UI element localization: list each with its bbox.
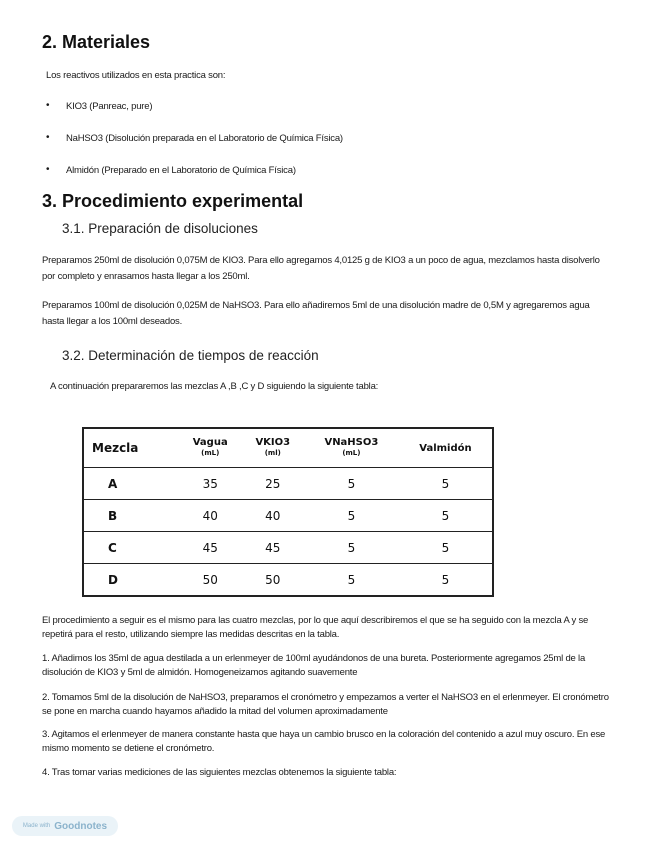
document-page: 2. Materiales Los reactivos utilizados en esta practica son: • KIO3 (Panreac, pure) • NaHSO3 (Disolución preparada en el Laboratorio de Química Física) • Almidón (Preparado en el Laboratorio de Química Física) 3. Procedimiento experimental 3.1. Preparación de disoluciones Preparamos 250ml de disolución 0,075M de KIO3. Para ello agregamos 4,0125 g de KIO3 a un poco de agua, mezclamos hasta disolverlo por completo y enrasamos hasta llegar a los 250ml. Preparamos 100ml de disolución 0,025M de NaHSO3. Para ello añadiremos 5ml de una disolución madre de 0,5M y agregaremos agua hasta llegar a los 100ml deseados. 3.2. Determinación de tiempos de reacción A continuación prepararemos las mezclas A ,B ,C y D siguiendo la siguiente tabla: Mezcla Vagua (mL) VKIO3 (ml) VNaHSO3 (mL) Valmidón A 35 25 5 5 B 40 40 5 5 C 45 45 5 5 D 50 50 5 5 El procedimiento a seguir es el mismo para las cuatro mezclas, por lo que aquí describiremos el que se ha seguido con la mezcla A y se repetirá para el resto, utilizando siempre las medidas descritas en la tabla. 1. Añadimos los 35ml de agua destilada a un erlenmeyer de 100ml ayudándonos de una bureta. Posteriormente agregamos 25ml de la disolución de KIO3 y 5ml de almidón. Homogeneizamos agitando suavemente 2. Tomamos 5ml de la disolución de NaHSO3, preparamos el cronómetro y empezamos a verter el NaHSO3 en el erlenmeyer. El cronómetro se pone en marcha cuando hayamos añadido la mitad del volumen aproximadamente 3. Agitamos el erlenmeyer de manera constante hasta que haya un cambio brusco en la coloración del contenido a azul muy oscuro. En ese mismo momento se detiene el cronómetro. 4. Tras tomar varias mediciones de las siguientes mezclas obtenemos la siguiente tabla: Made with Goodnotes	[0, 0, 656, 848]
table-cell: 50	[265, 572, 281, 587]
table-cell: 5	[399, 468, 493, 500]
table-row	[83, 500, 493, 532]
col-header: VNaHSO3 (mL)	[304, 428, 399, 468]
col-header: Mezcla	[83, 428, 179, 468]
paragraph-step-3: 3. Agitamos el erlenmeyer de manera constante hasta que haya un cambio brusco en la coloración del contenido a azul muy oscuro. En ese mismo momento se detiene el cronómetro.	[42, 729, 606, 754]
table-cell: D	[108, 572, 118, 587]
table-cell: 5	[441, 572, 450, 587]
table-cell: 5	[304, 532, 399, 564]
table-cell: 5	[399, 500, 493, 532]
paragraph-preparacion-kio3: Preparamos 250ml de disolución 0,075M de KIO3. Para ello agregamos 4,0125 g de KIO3 a un poco de agua, mezclamos hasta disolverlo por completo y enrasamos hasta llegar a los 250ml.	[42, 255, 600, 282]
list-item-text: KIO3 (Panreac, pure)	[66, 101, 153, 112]
subsection-title-tiempos: 3.2. Determinación de tiempos de reacción	[62, 348, 319, 363]
handwritten-table	[82, 427, 494, 585]
table-cell: C	[83, 532, 179, 564]
table-cell: 45	[242, 532, 304, 564]
paragraph-preparacion-nahso3: Preparamos 100ml de disolución 0,025M de NaHSO3. Para ello añadiremos 5ml de una disolución madre de 0,5M y agregaremos agua hasta llegar a los 100ml deseados.	[42, 300, 590, 327]
table-cell: 40	[179, 500, 242, 532]
subsection-title-preparacion: 3.1. Preparación de disoluciones	[62, 221, 258, 236]
mixtures-table	[82, 427, 494, 597]
paragraph-tabla-intro: A continuación prepararemos las mezclas A ,B ,C y D siguiendo la siguiente tabla:	[50, 381, 379, 392]
goodnotes-badge[interactable]	[12, 816, 118, 836]
materiales-intro: Los reactivos utilizados en esta practica son:	[46, 70, 226, 81]
badge-brand: Goodnotes	[54, 820, 108, 832]
list-item-text: Almidón (Preparado en el Laboratorio de Química Física)	[66, 165, 296, 176]
table-row	[83, 564, 493, 597]
list-item-text: NaHSO3 (Disolución preparada en el Laboratorio de Química Física)	[66, 133, 343, 144]
paragraph-step-1: 1. Añadimos los 35ml de agua destilada a un erlenmeyer de 100ml ayudándonos de una bureta. Posteriormente agregamos 25ml de la disolución de KIO3 y 5ml de almidón. Homogeneizamos agitando suavemente	[42, 653, 586, 678]
table-cell: 50	[202, 572, 218, 587]
paragraph-procedimiento-general: El procedimiento a seguir es el mismo para las cuatro mezclas, por lo que aquí describiremos el que se ha seguido con la mezcla A y se repetirá para el resto, utilizando siempre las medidas descritas en la tabla.	[42, 615, 589, 640]
table-cell: 5	[304, 500, 399, 532]
table-cell: 40	[242, 500, 304, 532]
table-cell: B	[83, 500, 179, 532]
table-cell: 5	[304, 468, 399, 500]
paragraph-step-2: 2. Tomamos 5ml de la disolución de NaHSO3, preparamos el cronómetro y empezamos a verter el NaHSO3 en el erlenmeyer. El cronómetro se pone en marcha cuando hayamos añadido la mitad del volumen aproximadamente	[42, 692, 609, 717]
badge-made-with: Made with	[22, 823, 51, 829]
section-title-procedimiento: 3. Procedimiento experimental	[42, 191, 304, 211]
table-cell: 5	[399, 532, 493, 564]
col-header: VKIO3 (ml)	[242, 428, 304, 468]
table-cell: 35	[179, 468, 242, 500]
table-cell: A	[83, 468, 179, 500]
table-cell: 25	[242, 468, 304, 500]
table-header-row	[83, 428, 493, 468]
col-header: Vagua (mL)	[179, 428, 242, 468]
paragraph-step-4: 4. Tras tomar varias mediciones de las siguientes mezclas obtenemos la siguiente tabla:	[42, 767, 397, 778]
table-cell: 5	[347, 572, 356, 587]
section-title-materiales: 2. Materiales	[42, 32, 151, 52]
table-row	[83, 468, 493, 500]
table-cell: 45	[179, 532, 242, 564]
col-header: Valmidón	[399, 428, 493, 468]
table-row	[83, 532, 493, 564]
